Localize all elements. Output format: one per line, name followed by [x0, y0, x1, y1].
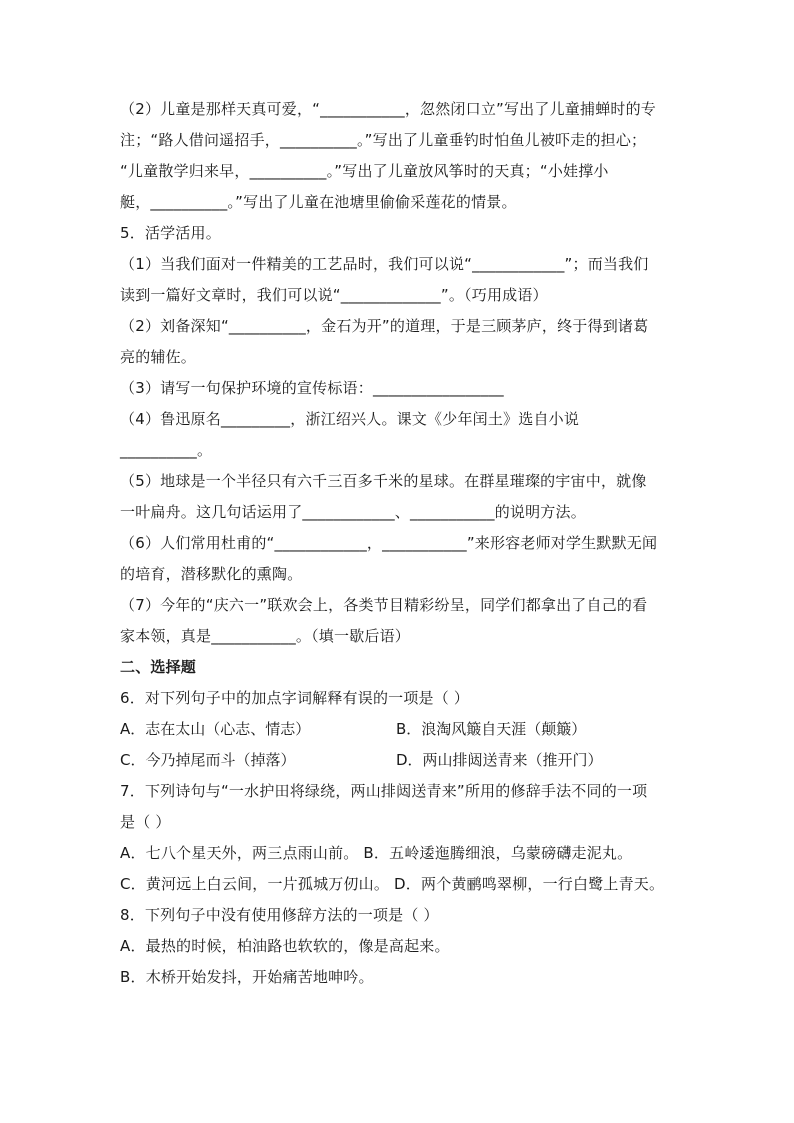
q8-stem: 8．下列句子中没有使用修辞方法的一项是（ ） — [120, 906, 439, 924]
q5-5-line-1: （5）地球是一个半径只有六千三百多千米的星球。在群星璀璨的宇宙中，就像 — [120, 472, 647, 490]
q6-option-a: A．志在太山（心志、情志） — [120, 720, 311, 738]
q4-2-line-4: 艇，__________。”写出了儿童在池塘里偷偷采莲花的情景。 — [120, 193, 517, 211]
q5-7-line-1: （7）今年的“庆六一”联欢会上，各类节目精彩纷呈，同学们都拿出了自己的看 — [120, 596, 648, 614]
q5-6-line-1: （6）人们常用杜甫的“____________，___________”来形容老师对学生默默无闻 — [120, 534, 658, 552]
q6-options-row-2 — [120, 745, 680, 776]
q7-stem-line-1: 7．下列诗句与“一水护田将绿绕，两山排闼送青来”所用的修辞手法不同的一项 — [120, 782, 648, 800]
q5-1-line-2: 读到一篇好文章时，我们可以说“_____________”。（巧用成语） — [120, 286, 548, 304]
document-page — [120, 94, 680, 993]
q5-6-line-2: 的培育，潜移默化的熏陶。 — [120, 565, 303, 583]
q4-2-line-2: 注；“路人借问遥招手，__________。”写出了儿童垂钓时怕鱼儿被吓走的担心； — [120, 131, 647, 149]
q6-options-row-1 — [120, 714, 680, 745]
q7-options-cd: C．黄河远上白云间，一片孤城万仞山。 D．两个黄鹂鸣翠柳，一行白鹭上青天。 — [120, 875, 665, 893]
q6-option-d: D．两山排闼送青来（推开门） — [396, 751, 603, 769]
q4-2-line-3: “儿童散学归来早，__________。”写出了儿童放风筝时的天真；“小娃撑小 — [120, 162, 609, 180]
q6-stem: 6．对下列句子中的加点字词解释有误的一项是（ ） — [120, 689, 470, 707]
q5-title: 5．活学活用。 — [120, 224, 221, 242]
q5-5-line-2: 一叶扁舟。这几句话运用了____________、___________的说明方法。 — [120, 503, 586, 521]
q8-option-b: B．木桥开始发抖，开始痛苦地呻吟。 — [120, 968, 374, 986]
q6-option-c: C．今乃掉尾而斗（掉落） — [120, 751, 296, 769]
q7-stem-line-2: 是（ ） — [120, 813, 171, 831]
q5-2-line-1: （2）刘备深知“__________，金石为开”的道理，于是三顾茅庐，终于得到诸葛 — [120, 317, 649, 335]
q8-option-a: A．最热的时候，柏油路也软软的，像是高起来。 — [120, 937, 450, 955]
q6-option-b: B．浪淘风簸自天涯（颠簸） — [396, 720, 587, 738]
q5-7-line-2: 家本领，真是___________。（填一歇后语） — [120, 627, 411, 645]
q5-4-line-2: __________。 — [120, 441, 213, 459]
q5-4-line-1: （4）鲁迅原名_________，浙江绍兴人。课文《少年闰土》选自小说 — [120, 410, 580, 428]
q5-3: （3）请写一句保护环境的宣传标语：_________________ — [120, 379, 504, 397]
q5-2-line-2: 亮的辅佐。 — [120, 348, 197, 366]
q4-2-line-1: （2）儿童是那样天真可爱，“___________，忽然闭口立”写出了儿童捕蝉时的专 — [120, 100, 656, 118]
q7-options-ab: A．七八个星天外，两三点雨山前。 B．五岭逶迤腾细浪，乌蒙磅礴走泥丸。 — [120, 844, 633, 862]
q5-1-line-1: （1）当我们面对一件精美的工艺品时，我们可以说“____________”；而当我们 — [120, 255, 649, 273]
section-2-title: 二、选择题 — [120, 658, 197, 676]
